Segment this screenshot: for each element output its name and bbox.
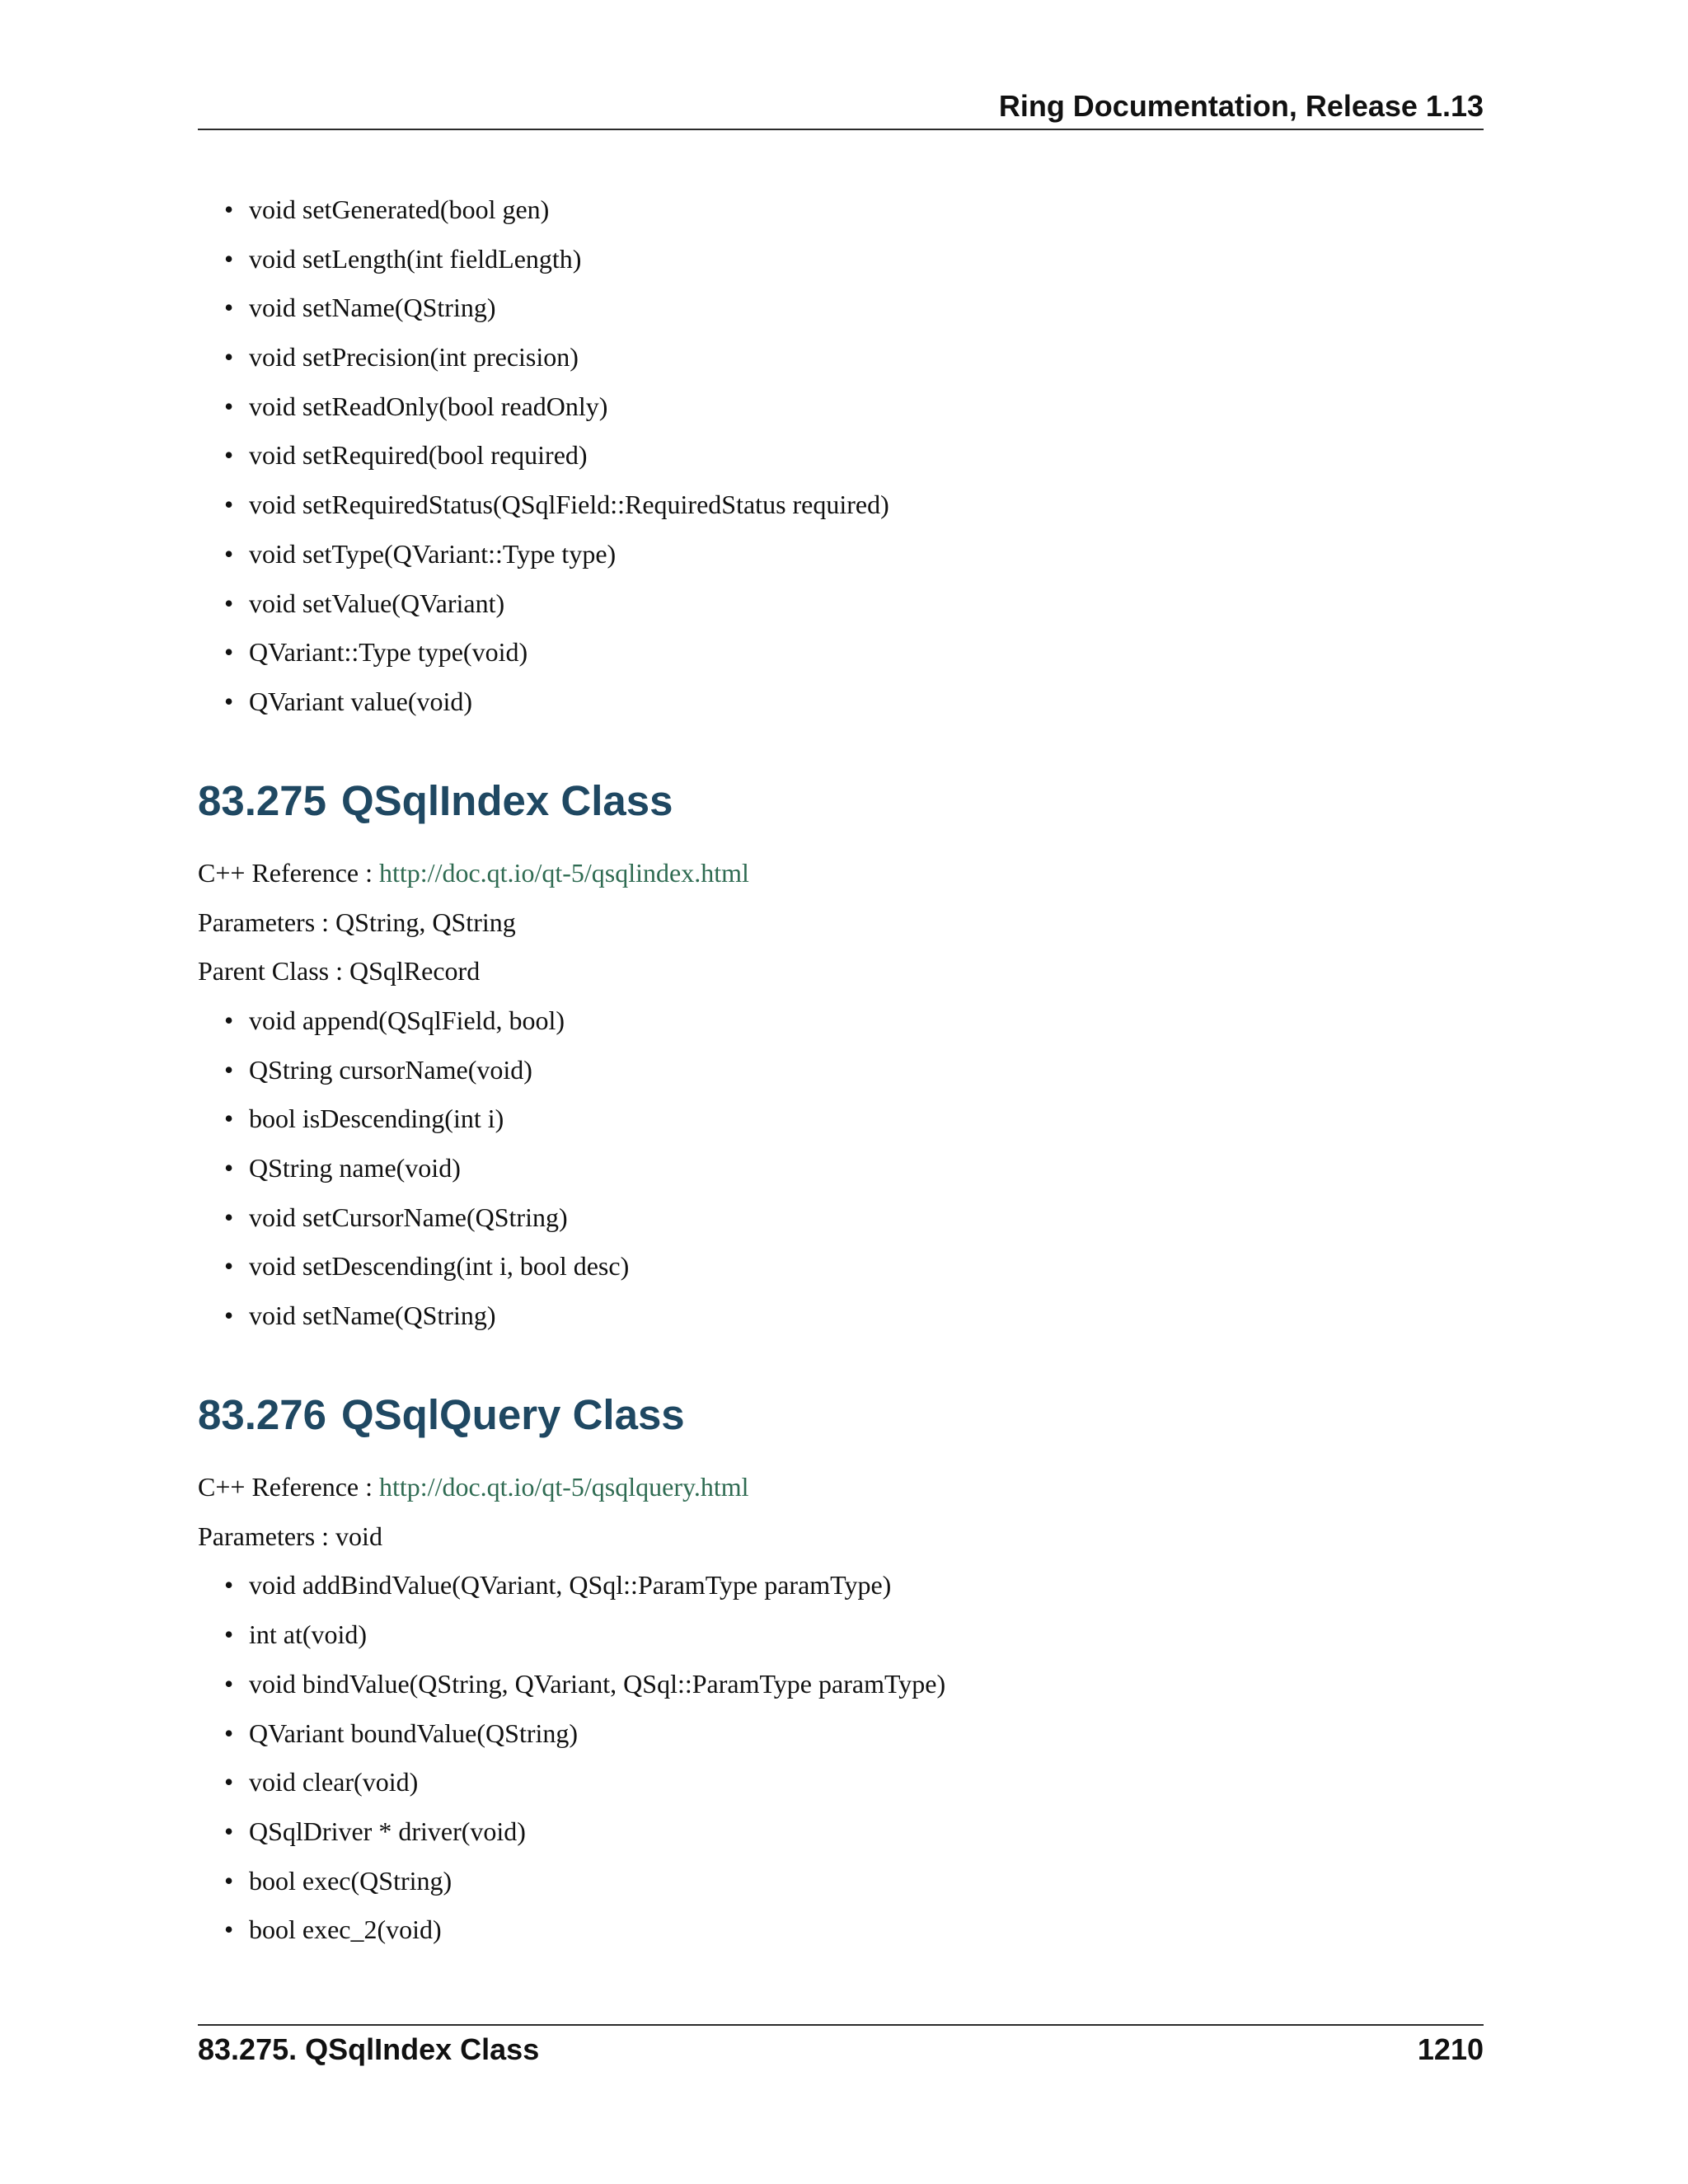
section-qsqlindex <box>198 776 1484 1331</box>
page-content <box>198 194 1484 1945</box>
list-item: • void setReadOnly(bool readOnly) <box>249 391 1484 422</box>
cpp-reference <box>198 857 1484 888</box>
list-item: • void clear(void) <box>249 1766 1484 1797</box>
header-rule <box>198 129 1484 130</box>
method-list <box>198 1569 1484 1945</box>
list-item: • QSqlDriver * driver(void) <box>249 1816 1484 1847</box>
parameters <box>198 1521 1484 1552</box>
section-qsqlquery <box>198 1390 1484 1945</box>
list-item: • void addBindValue(QVariant, QSql::ParamType paramType) <box>249 1569 1484 1601</box>
parameters <box>198 907 1484 938</box>
list-item: • QString cursorName(void) <box>249 1054 1484 1085</box>
list-item: • void setDescending(int i, bool desc) <box>249 1250 1484 1282</box>
page-number: 1210 <box>1417 2032 1484 2066</box>
reference-link[interactable]: http://doc.qt.io/qt-5/qsqlquery.html <box>379 1472 749 1502</box>
list-item: • void setPrecision(int precision) <box>249 341 1484 373</box>
parameters-label: Parameters : <box>198 1521 330 1551</box>
parent-label: Parent Class : <box>198 956 343 987</box>
parameters-value: void <box>335 1521 382 1551</box>
method-list-continued <box>198 194 1484 717</box>
list-item: • void setType(QVariant::Type type) <box>249 538 1484 569</box>
list-item: • QVariant boundValue(QString) <box>249 1718 1484 1749</box>
list-item: • QVariant value(void) <box>249 686 1484 717</box>
list-item: • void setValue(QVariant) <box>249 588 1484 619</box>
list-item: • int at(void) <box>249 1619 1484 1650</box>
section-heading <box>198 776 1484 826</box>
list-item: • void bindValue(QString, QVariant, QSql::ParamType paramType) <box>249 1668 1484 1699</box>
reference-link[interactable]: http://doc.qt.io/qt-5/qsqlindex.html <box>379 857 749 888</box>
list-item: • void setLength(int fieldLength) <box>249 243 1484 274</box>
parent-class <box>198 955 1484 987</box>
list-item: • void setRequired(bool required) <box>249 439 1484 471</box>
list-item: • void setName(QString) <box>249 1300 1484 1331</box>
footer-section: 83.275. QSqlIndex Class <box>198 2032 540 2066</box>
list-item: • void setRequiredStatus(QSqlField::RequiredStatus required) <box>249 489 1484 520</box>
section-title: QSqlIndex Class <box>341 776 673 824</box>
reference-label: C++ Reference : <box>198 857 373 888</box>
list-item: • void setGenerated(bool gen) <box>249 194 1484 225</box>
parameters-label: Parameters : <box>198 907 330 937</box>
footer-rule <box>198 2024 1484 2026</box>
list-item: • bool exec(QString) <box>249 1865 1484 1896</box>
list-item: • void setCursorName(QString) <box>249 1202 1484 1233</box>
list-item: • bool exec_2(void) <box>249 1914 1484 1945</box>
list-item: • QVariant::Type type(void) <box>249 636 1484 668</box>
running-header: Ring Documentation, Release 1.13 <box>998 89 1484 123</box>
reference-label: C++ Reference : <box>198 1472 373 1502</box>
list-item: • QString name(void) <box>249 1152 1484 1183</box>
section-number: 83.275 <box>198 776 326 824</box>
section-heading <box>198 1390 1484 1440</box>
section-title: QSqlQuery Class <box>341 1391 685 1439</box>
parameters-value: QString, QString <box>335 907 516 937</box>
list-item: • void append(QSqlField, bool) <box>249 1005 1484 1036</box>
cpp-reference <box>198 1471 1484 1502</box>
method-list <box>198 1005 1484 1331</box>
list-item: • void setName(QString) <box>249 292 1484 323</box>
running-footer <box>198 2032 1484 2067</box>
parent-value: QSqlRecord <box>349 956 481 987</box>
section-number: 83.276 <box>198 1391 326 1439</box>
list-item: • bool isDescending(int i) <box>249 1103 1484 1134</box>
